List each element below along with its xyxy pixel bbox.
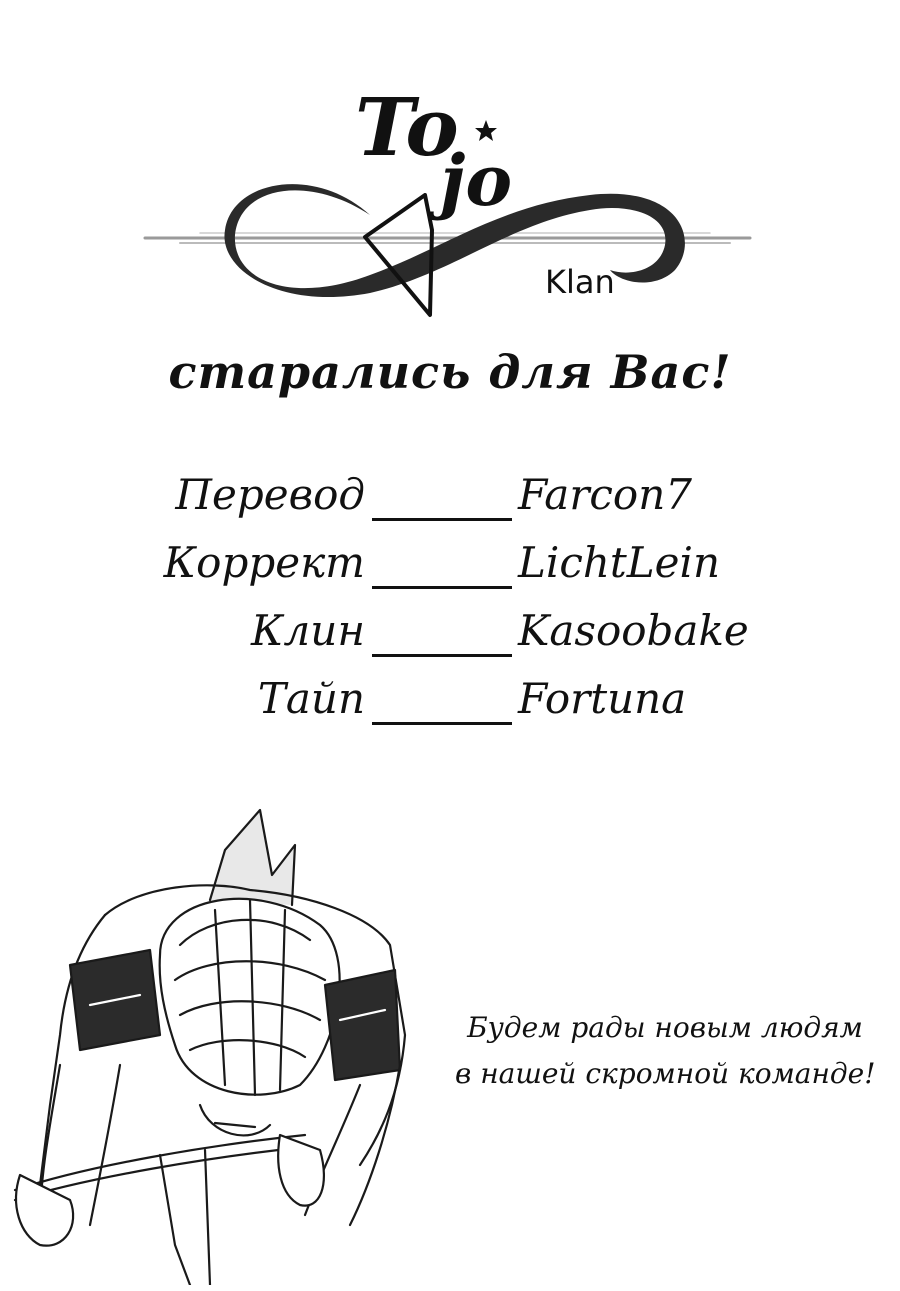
credit-divider-line	[372, 586, 512, 589]
credit-role: Клин	[251, 606, 365, 655]
credit-divider-line	[372, 722, 512, 725]
recruitment-message	[455, 1005, 875, 1097]
credit-role: Перевод	[175, 470, 365, 519]
credit-divider-line	[372, 518, 512, 521]
cyclist-illustration	[10, 805, 410, 1285]
logo-subtitle: Klan	[545, 263, 615, 301]
recruitment-line-1: Будем рады новым людям	[467, 1011, 863, 1044]
recruitment-line-2: в нашей скромной команде!	[455, 1057, 876, 1090]
credit-role: Тайп	[257, 674, 365, 723]
credit-row-typesetting	[0, 659, 900, 729]
logo-name-top: To	[355, 80, 459, 174]
page-heading: старались для Вас!	[168, 345, 732, 399]
star-icon	[475, 120, 497, 141]
credit-row-translation	[0, 455, 900, 525]
logo-name-bottom: jo	[440, 139, 513, 222]
credit-row-cleaning	[0, 591, 900, 661]
credit-name: Kasoobake	[518, 606, 749, 655]
credit-row-proofreading	[0, 523, 900, 593]
credit-name: LichtLein	[518, 538, 721, 587]
credit-role: Коррект	[163, 538, 365, 587]
tojo-klan-logo	[140, 55, 760, 335]
credit-name: Fortuna	[518, 674, 687, 723]
credit-name: Farcon7	[518, 470, 692, 519]
credit-divider-line	[372, 654, 512, 657]
